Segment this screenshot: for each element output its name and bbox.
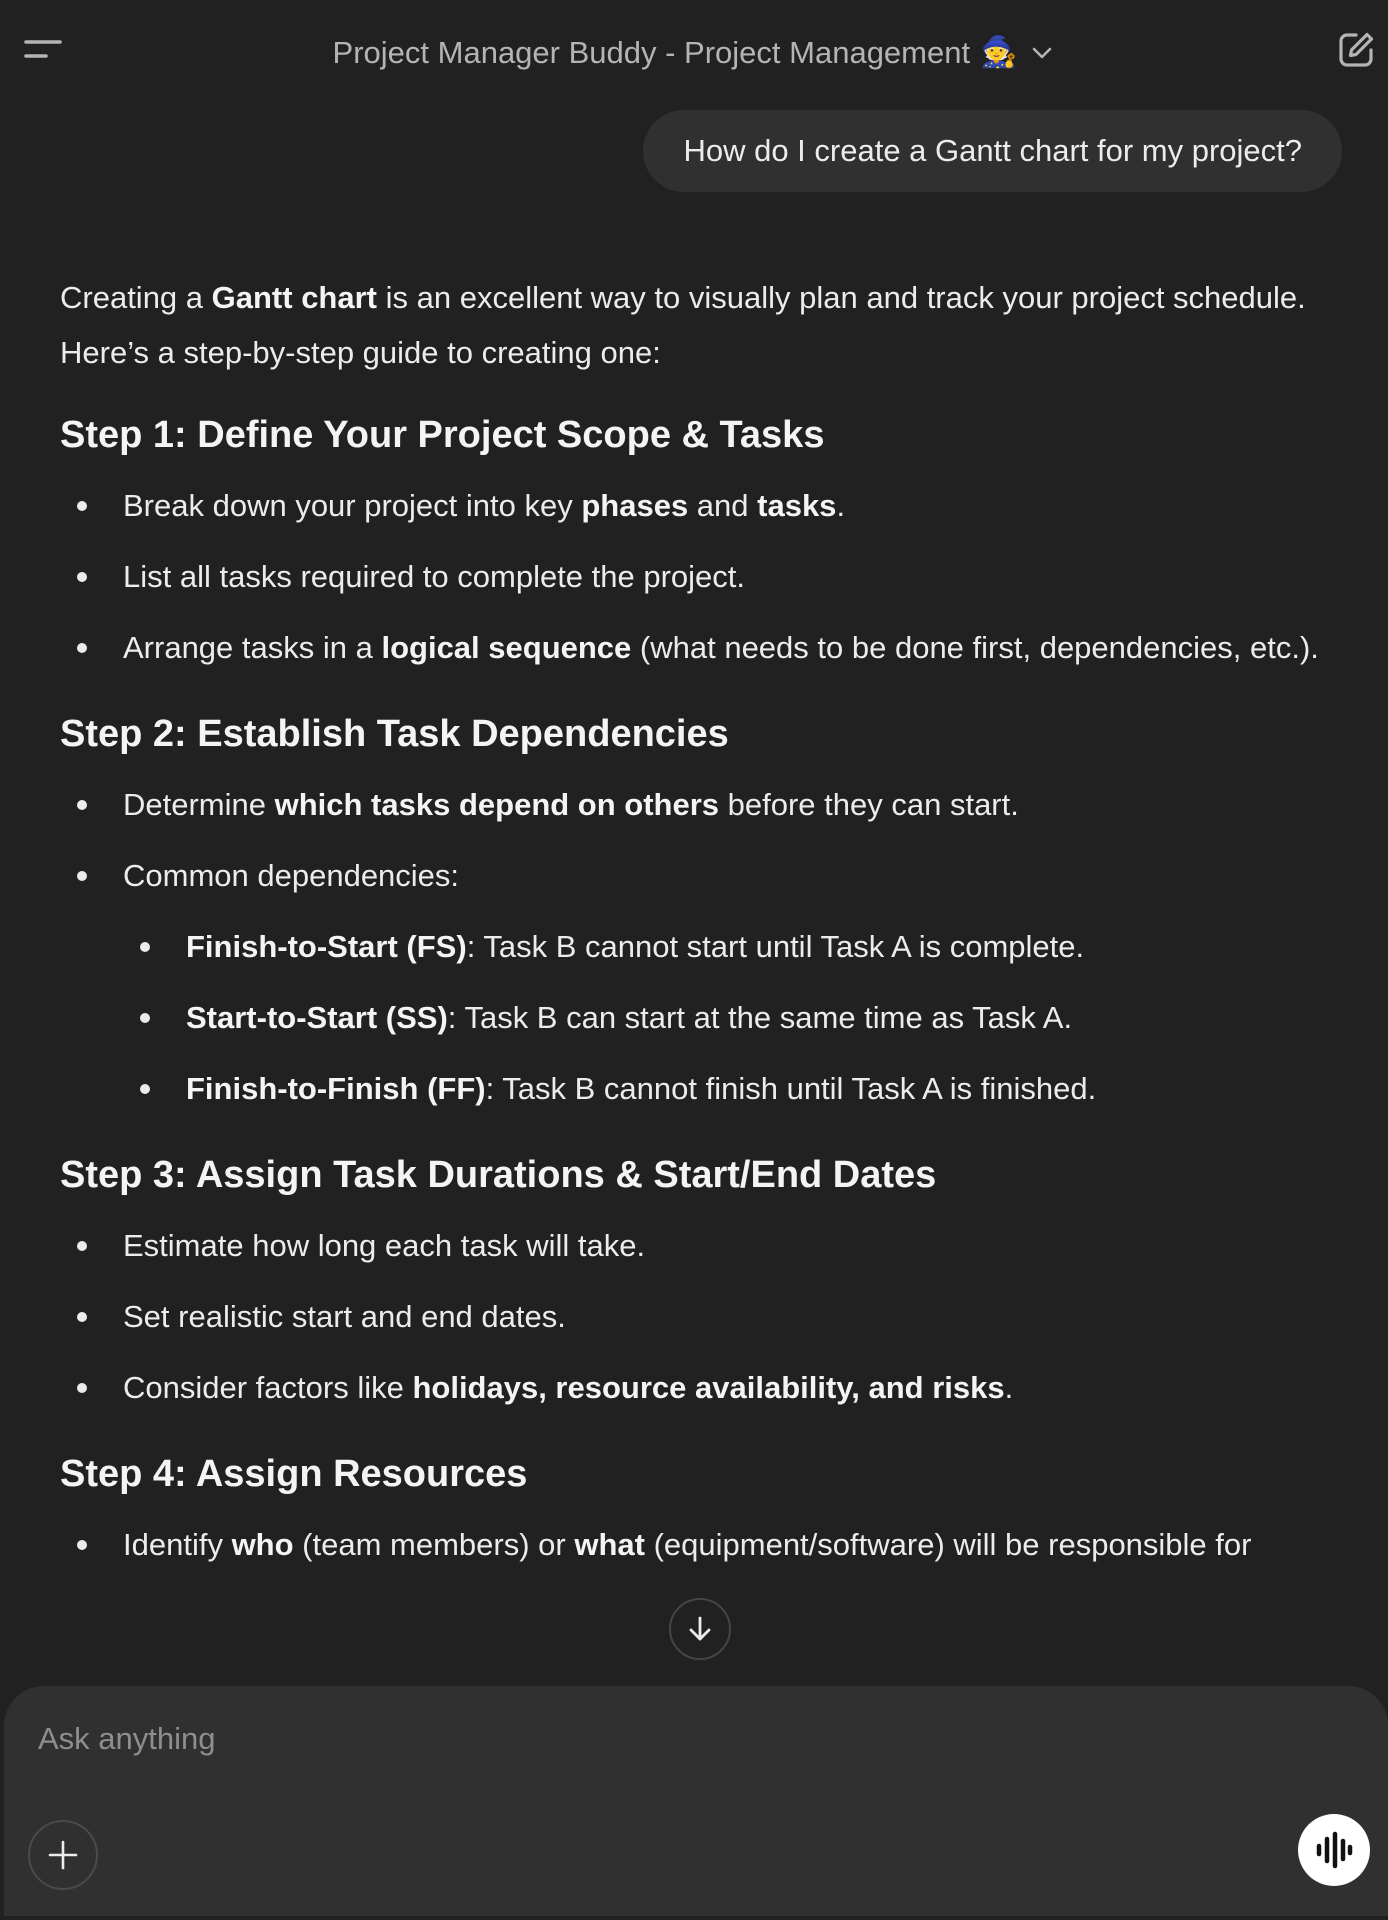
plus-icon — [47, 1839, 79, 1871]
step-1-list — [60, 478, 1330, 675]
attach-button[interactable] — [28, 1820, 98, 1890]
message-composer — [4, 1686, 1388, 1916]
step-2-list — [60, 777, 1330, 1116]
list-item: Determine which tasks depend on others before they can start. — [60, 777, 1330, 832]
intro-paragraph — [60, 270, 1330, 380]
intro-text-2: is an excellent way to visually plan and track your project schedule. Here’s a step-by-step guide to creating one: — [60, 280, 1306, 370]
new-chat-button[interactable] — [1336, 30, 1376, 70]
gpt-title: Project Manager Buddy - Project Management — [332, 34, 971, 70]
dependency-sublist — [123, 919, 1330, 1116]
list-item: List all tasks required to complete the project. — [60, 549, 1330, 604]
step-2-heading: Step 2: Establish Task Dependencies — [60, 713, 729, 755]
arrow-down-icon — [686, 1615, 714, 1643]
sub-list-item: Finish-to-Finish (FF): Task B cannot finish until Task A is finished. — [60, 1061, 1330, 1116]
step-3-heading: Step 3: Assign Task Durations & Start/End Dates — [60, 1154, 937, 1196]
top-bar — [0, 0, 1388, 100]
user-message-text: How do I create a Gantt chart for my project? — [683, 133, 1302, 168]
list-item: Estimate how long each task will take. — [60, 1218, 1330, 1273]
list-item: Identify who (team members) or what (equipment/software) will be responsible for — [60, 1517, 1330, 1572]
step-4-heading: Step 4: Assign Resources — [60, 1453, 528, 1495]
list-item: Consider factors like holidays, resource availability, and risks. — [60, 1360, 1330, 1415]
scroll-to-bottom-button[interactable] — [669, 1598, 731, 1660]
voice-waveform-icon — [1314, 1830, 1354, 1870]
intro-text-1: Creating a — [60, 280, 212, 315]
compose-icon — [1336, 30, 1376, 70]
user-message-bubble — [643, 110, 1342, 192]
wizard-emoji-icon: 🧙 — [980, 35, 1018, 69]
list-item: Break down your project into key phases and tasks. — [60, 478, 1330, 533]
step-3-list — [60, 1218, 1330, 1415]
message-input[interactable] — [36, 1716, 1240, 1762]
step-4-list — [60, 1517, 1330, 1572]
list-item: Common dependencies: Finish-to-Start (FS): Task B cannot start until Task A is complete. Start-to-Start (SS): Task B can start at the same time as Task A. Finish-to-Finish (FF): Task B cannot finish until Task A is finished. — [60, 848, 1330, 1116]
chevron-down-icon — [1029, 40, 1055, 66]
list-item: Set realistic start and end dates. — [60, 1289, 1330, 1344]
intro-bold: Gantt chart — [211, 280, 377, 315]
list-item: Arrange tasks in a logical sequence (what needs to be done first, dependencies, etc.). — [60, 620, 1330, 675]
voice-mode-button[interactable] — [1298, 1814, 1370, 1886]
sub-list-item: Start-to-Start (SS): Task B can start at the same time as Task A. — [60, 990, 1330, 1045]
gpt-title-dropdown[interactable] — [0, 28, 1388, 76]
assistant-message — [60, 270, 1330, 1606]
step-1-heading: Step 1: Define Your Project Scope & Tasks — [60, 414, 825, 456]
sub-list-item: Finish-to-Start (FS): Task B cannot start until Task A is complete. — [60, 919, 1330, 974]
